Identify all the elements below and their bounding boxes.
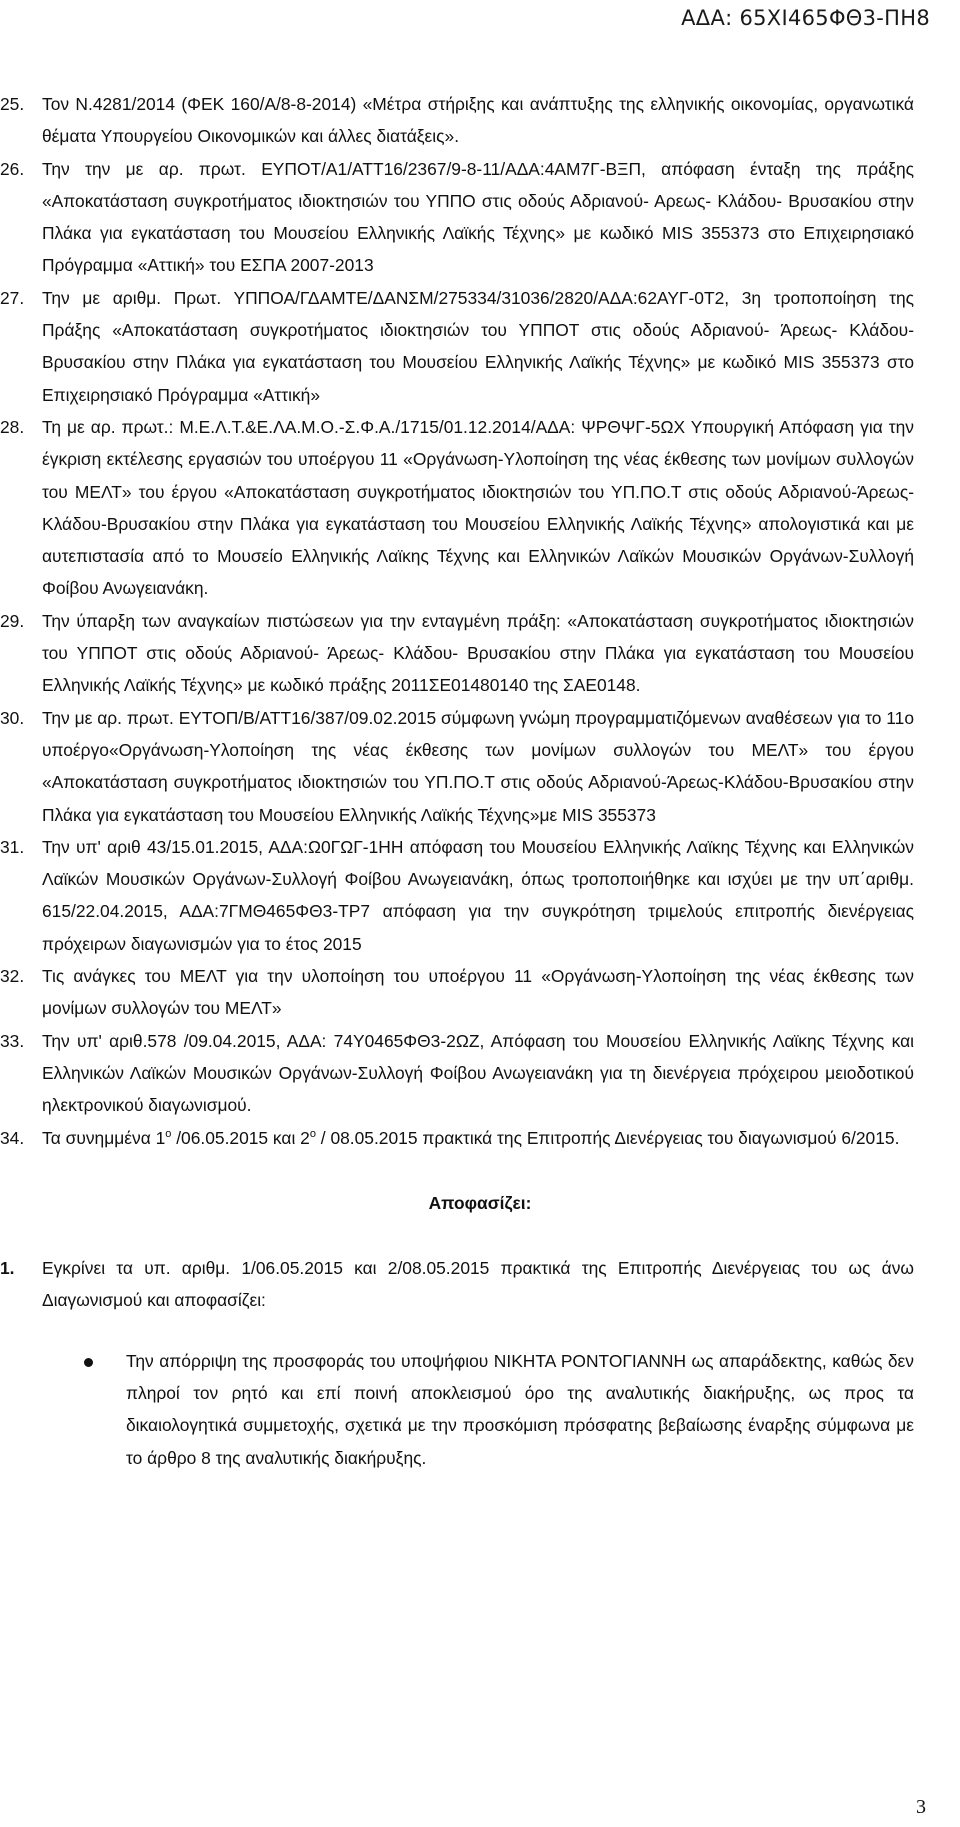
ada-header: ΑΔΑ: 65ΧΙ465ΦΘ3-ΠΗ8 xyxy=(681,6,930,30)
item-number: 34. xyxy=(0,1127,25,1148)
item-text: Την την με αρ. πρωτ. ΕΥΠΟΤ/Α1/ΑΤΤ16/2367/9-8-11/ΑΔΑ:4ΑΜ7Γ-ΒΞΠ, απόφαση ένταξη της πράξης «Αποκατάσταση συγκροτήματος ιδιοκτησιών του ΥΠΠΟ στις οδούς Αδριανού- Αρεως- Κλάδου- Βρυσακίου στην Πλάκα για εγκατάσταση του Μουσείου Ελληνικής Λαϊκής Τέχνης» με κωδικό MIS 355373 στο Επιχειρησιακό Πρόγραμμα «Αττική» του ΕΣΠΑ 2007-2013 xyxy=(42,158,914,276)
item-text: Την με αρ. πρωτ. ΕΥΤΟΠ/Β/ΑΤΤ16/387/09.02.2015 σύμφωνη γνώμη προγραμματιζόμενων αναθέσεων για το 11ο υποέργο«Οργάνωση-Υλοποίηση της νέας έκθεσης των μονίμων συλλογών του ΜΕΛΤ» του έργου «Αποκατάσταση συγκροτήματος ιδιοκτησιών του ΥΠ.ΠΟ.Τ στις οδούς Αδριανού-Άρεως-Κλάδου-Βρυσακίου στην Πλάκα για εγκατάσταση του Μουσείου Ελληνικής Λαϊκής Τέχνης»με MIS 355373 xyxy=(42,707,914,825)
item-text: Τις ανάγκες του ΜΕΛΤ για την υλοποίηση του υποέργου 11 «Οργάνωση-Υλοποίηση της νέας έκθεσης των μονίμων συλλογών του ΜΕΛΤ» xyxy=(42,966,914,1019)
bullet-text: Την απόρριψη της προσφοράς του υποψήφιου ΝΙΚΗΤΑ ΡΟΝΤΟΓΙΑΝΝΗ ως απαράδεκτης, καθώς δεν πληροί τον ρητό και επί ποινή αποκλεισμού όρο της αναλυτικής διακήρυξης, ως προς τα δικαιολογητικά συμμετοχής, σχετικά με την προσκόμιση πρόσφατης βεβαίωσης έναρξης σύμφωνα με το άρθρο 8 της αναλυτικής διακήρυξης. xyxy=(126,1350,914,1468)
item-text: Την με αριθμ. Πρωτ. ΥΠΠΟΑ/ΓΔΑΜΤΕ/ΔΑΝΣΜ/275334/31036/2820/ΑΔΑ:62ΑΥΓ-0Τ2, 3η τροποποίηση της Πράξης «Αποκατάσταση συγκροτήματος ιδιοκτησιών του ΥΠΠΟΤ στις οδούς Αδριανού- Άρεως- Κλάδου- Βρυσακίου στην Πλάκα για εγκατάσταση του Μουσείου Ελληνικής Λαϊκής Τέχνης» με κωδικό MIS 355373 στο Επιχειρησιακό Πρόγραμμα «Αττική» xyxy=(42,287,914,405)
decision-number: 1. xyxy=(0,1258,15,1279)
list-item xyxy=(0,411,960,605)
list-item xyxy=(0,605,960,702)
item-text: Την υπ' αριθ.578 /09.04.2015, ΑΔΑ: 74Υ0465ΦΘ3-2ΩΖ, Απόφαση του Μουσείου Ελληνικής Λαϊκης Τέχνης και Ελληνικών Λαϊκών Μουσικών Οργάνων-Συλλογή Φοίβου Ανωγειανάκη για τη διενέργεια πρόχειρου μειοδοτικού ηλεκτρονικού διαγωνισμού. xyxy=(42,1030,914,1116)
item-number: 32. xyxy=(0,966,25,987)
item-text-part: / 08.05.2015 πρακτικά της Επιτροπής Διενέργειας του διαγωνισμού 6/2015. xyxy=(315,1127,900,1148)
list-item xyxy=(0,702,960,831)
list-item xyxy=(0,88,960,153)
item-number: 28. xyxy=(0,416,25,437)
item-number: 29. xyxy=(0,610,25,631)
bullet-icon xyxy=(84,1358,93,1367)
decision-text: Εγκρίνει τα υπ. αριθμ. 1/06.05.2015 και 2/08.05.2015 πρακτικά της Επιτροπής Διενέργειας του ως άνω Διαγωνισμού και αποφασίζει: xyxy=(42,1258,914,1311)
item-text: Την ύπαρξη των αναγκαίων πιστώσεων για την ενταγμένη πράξη: «Αποκατάσταση συγκροτήματος ιδιοκτησιών του ΥΠΠΟΤ στις οδούς Αδριανού- Άρεως- Κλάδου- Βρυσακίου στην Πλάκα για εγκατάσταση του Μουσείου Ελληνικής Λαϊκής Τέχνης» με κωδικό πράξης 2011ΣΕ01480140 της ΣΑΕ0148. xyxy=(42,610,914,696)
decision-title: Αποφασίζει: xyxy=(428,1192,532,1213)
page-number: 3 xyxy=(916,1796,926,1818)
superscript: ο xyxy=(165,1127,172,1140)
list-item xyxy=(0,1025,960,1122)
item-number: 30. xyxy=(0,707,25,728)
item-text-part: /06.05.2015 και 2 xyxy=(171,1127,310,1148)
item-number: 25. xyxy=(0,94,25,114)
item-number: 26. xyxy=(0,158,25,179)
list-item xyxy=(0,282,960,411)
item-number: 31. xyxy=(0,836,25,857)
decision-item xyxy=(0,1252,960,1317)
item-text: Τον Ν.4281/2014 (ΦΕΚ 160/Α/8-8-2014) «Μέτρα στήριξης και ανάπτυξης της ελληνικής οικονομίας, οργανωτικά θέματα Υπουργείου Οικονομικών και άλλες διατάξεις». xyxy=(42,94,914,147)
list-item xyxy=(0,1122,960,1154)
item-text: Την υπ' αριθ 43/15.01.2015, ΑΔΑ:Ω0ΓΩΓ-1ΗΗ απόφαση του Μουσείου Ελληνικής Λαϊκης Τέχνης και Ελληνικών Λαϊκών Μουσικών Οργάνων-Συλλογή Φοίβου Ανωγειανάκη, όπως τροποποιήθηκε και ισχύει με την υπ΄αριθμ. 615/22.04.2015, ΑΔΑ:7ΓΜΘ465ΦΘ3-ΤΡ7 απόφαση για την συγκρότηση τριμελούς επιτροπής διενέργειας πρόχειρων διαγωνισμών για το έτος 2015 xyxy=(42,836,914,954)
document-body xyxy=(0,88,960,1474)
bullet-item xyxy=(0,1345,960,1474)
item-number: 33. xyxy=(0,1030,25,1051)
item-text-part: Τα συνημμένα 1 xyxy=(42,1127,166,1148)
item-text: Τη με αρ. πρωτ.: Μ.Ε.Λ.Τ.&Ε.ΛΑ.Μ.Ο.-Σ.Φ.Α./1715/01.12.2014/ΑΔΑ: ΨΡΘΨΓ-5ΩΧ Υπουργική Απόφαση για την έγκριση εκτέλεσης εργασιών του υποέργου 11 «Οργάνωση-Υλοποίηση της νέας έκθεσης των μονίμων συλλογών του ΜΕΛΤ» του έργου «Αποκατάσταση συγκροτήματος ιδιοκτησιών του ΥΠ.ΠΟ.Τ στις οδούς Αδριανού-Άρεως-Κλάδου-Βρυσακίου στην Πλάκα για εγκατάσταση του Μουσείου Ελληνικής Λαϊκής Τέχνης» απολογιστικά και με αυτεπιστασία από το Μουσείο Ελληνικής Λαϊκης Τέχνης και Ελληνικών Λαϊκών Μουσικών Οργάνων-Συλλογή Φοίβου Ανωγειανάκη. xyxy=(42,416,914,599)
item-number: 27. xyxy=(0,287,25,308)
list-item xyxy=(0,831,960,960)
list-item xyxy=(0,960,960,1025)
list-item xyxy=(0,153,960,282)
superscript: ο xyxy=(309,1127,316,1140)
